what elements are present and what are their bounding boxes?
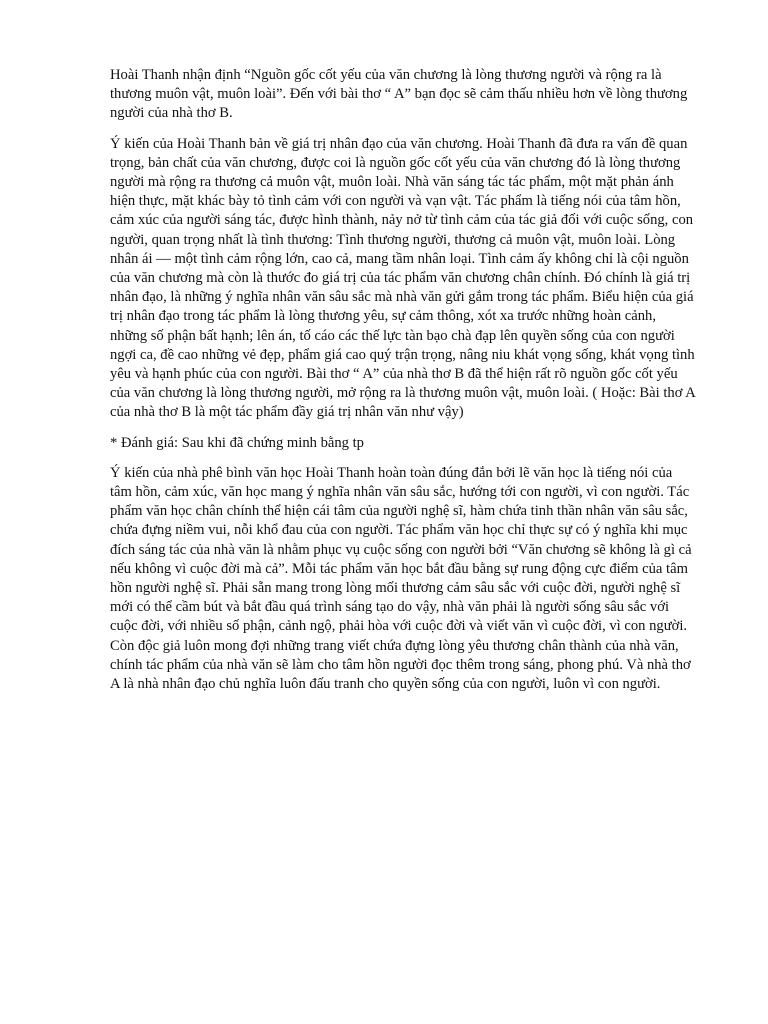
body-paragraph-evaluation: Ý kiến của nhà phê bình văn học Hoài Thanh hoàn toàn đúng đắn bởi lẽ văn học là tiếng nói của tâm hồn, cảm xúc, văn học mang ý nghĩa nhân văn sâu sắc, hướng tới con người, vì con người. Tác phẩm văn học chân chính thể hiện cái tâm của người nghệ sĩ, hàm chứa tinh thần nhân văn sâu sắc, chứa đựng niềm vui, nỗi khổ đau của con người. Tác phẩm văn học chỉ thực sự có ý nghĩa khi mục đích sáng tác của nhà văn là nhằm phục vụ cuộc sống con người bởi “Văn chương sẽ không là gì cả nếu không vì cuộc đời mà cả”. Mỗi tác phẩm văn học bắt đầu bằng sự rung động cực điểm của tâm hồn người nghệ sĩ. Phải sẵn mang trong lòng mối thương cảm sâu sắc với cuộc đời, người nghệ sĩ mới có thể cầm bút và bắt đầu quá trình sáng tạo do vậy, nhà văn phải là người sống sâu sắc với cuộc đời, với nhiều số phận, cảnh ngộ, phải hòa với cuộc đời và viết văn vì cuộc đời, vì con người. Còn độc giả luôn mong đợi những trang viết chứa đựng lòng yêu thương chân thành của nhà văn, chính tác phẩm của nhà văn sẽ làm cho tâm hồn người đọc thêm trong sáng, phong phú. Và nhà thơ A là nhà nhân đạo chủ nghĩa luôn đấu tranh cho quyền sống của con người, luôn vì con người.	[110, 464, 692, 693]
intro-paragraph: Hoài Thanh nhận định “Nguồn gốc cốt yếu của văn chương là lòng thương người và rộng ra là thương muôn vật, muôn loài”. Đến với bài thơ “ A” bạn đọc sẽ cảm thấu nhiều hơn về lòng thương người của nhà thơ B.	[110, 67, 688, 122]
evaluation-heading: * Đánh giá: Sau khi đã chứng minh bằng tp	[110, 434, 364, 451]
document-page	[110, 66, 696, 705]
body-paragraph-explanation: Ý kiến của Hoài Thanh bản về giá trị nhân đạo của văn chương. Hoài Thanh đã đưa ra vấn đề quan trọng, bản chất của văn chương, được coi là nguồn gốc cốt yếu của văn chương đó là lòng thương người mà rộng ra thương cả muôn vật, muôn loài. Nhà văn sáng tác tác phẩm, một mặt phản ánh hiện thực, mặt khác bày tỏ tình cảm với con người và vạn vật. Tác phẩm là tiếng nói của tâm hồn, cảm xúc của người sáng tác, được hình thành, nảy nở từ tình cảm của tác giả đối với cuộc sống, con người, quan trọng nhất là tình thương: Tình thương người, thương cả muôn vật, muôn loài. Lòng nhân ái — một tình cảm rộng lớn, cao cả, mang tầm nhân loại. Tình cảm ấy không chỉ là cội nguồn của văn chương mà còn là thước đo giá trị của tác phẩm văn chương chân chính. Đó chính là giá trị nhân đạo, là những ý nghĩa nhân văn sâu sắc mà nhà văn gửi gắm trong tác phẩm. Biểu hiện của giá trị nhân đạo trong tác phẩm là lòng thương yêu, sự cảm thông, xót xa trước những hoàn cảnh, những số phận bất hạnh; lên án, tố cáo các thế lực tàn bạo chà đạp lên quyền sống của con người ngợi ca, đề cao những vẻ đẹp, phẩm giá cao quý trận trọng, nâng niu khát vọng sống, khát vọng tình yêu và hạnh phúc của con người. Bài thơ “ A” của nhà thơ B đã thể hiện rất rõ nguồn gốc cốt yếu của văn chương là lòng thương người, mở rộng ra là thương muôn vật, muôn loài. ( Hoặc: Bài thơ A của nhà thơ B là một tác phẩm đầy giá trị nhân văn như vậy)	[110, 135, 695, 421]
